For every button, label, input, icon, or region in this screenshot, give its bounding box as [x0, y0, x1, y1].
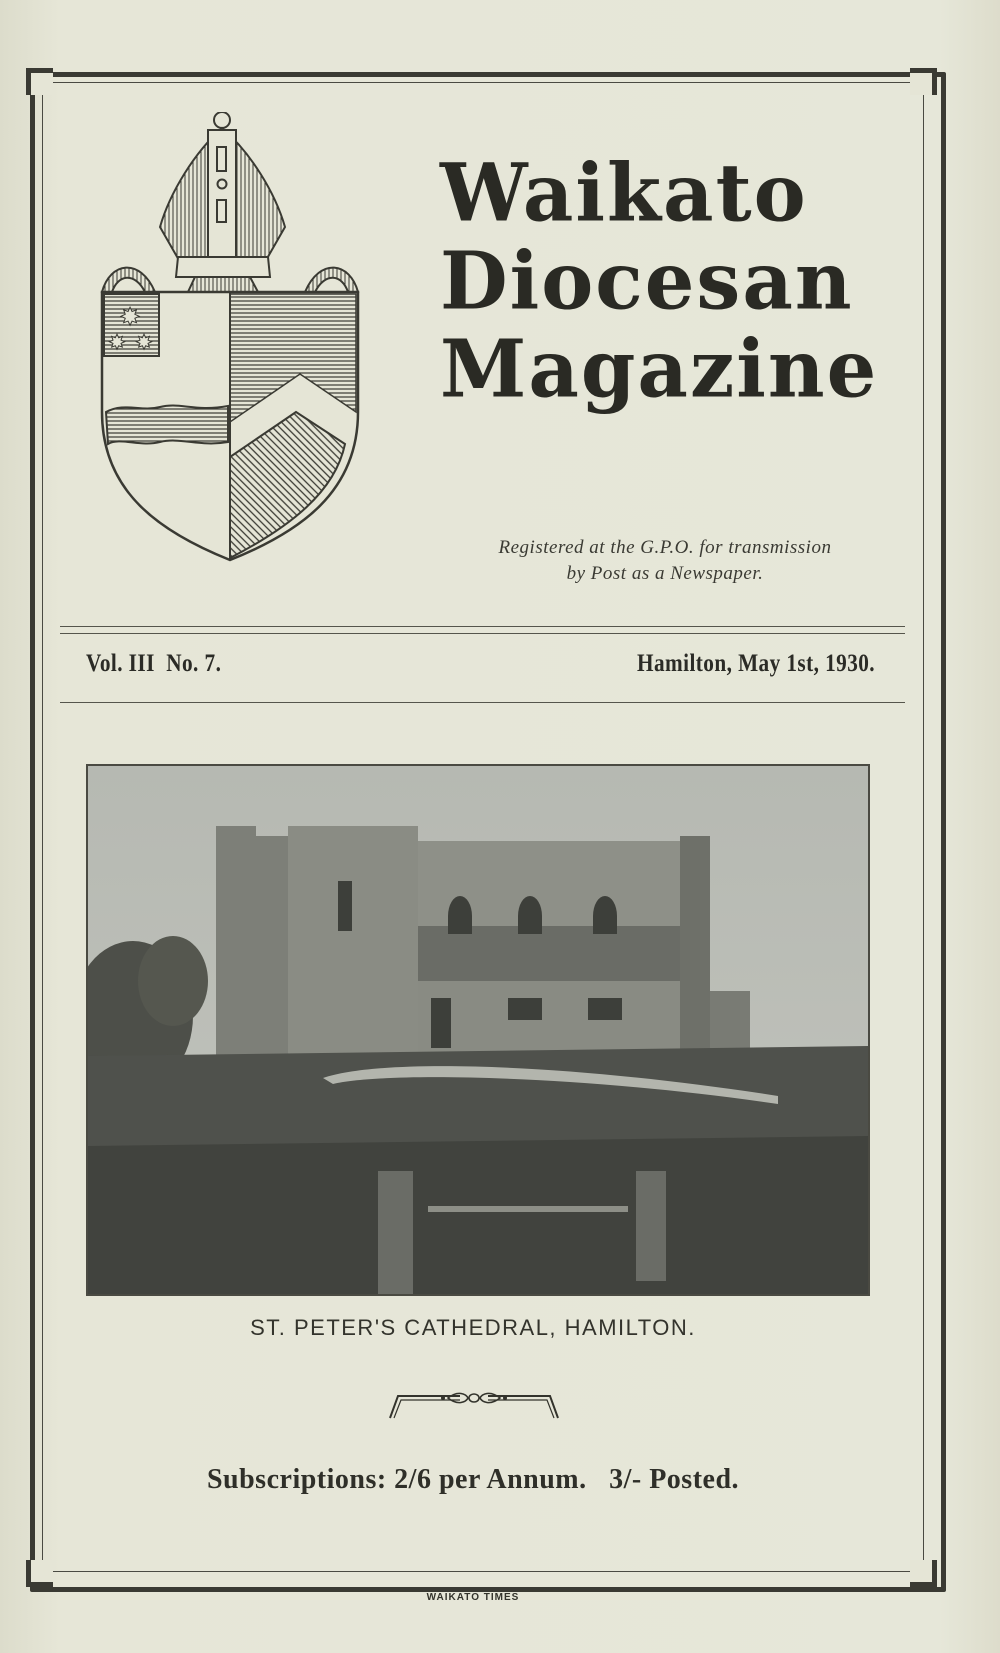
- title-line: Waikato: [440, 147, 808, 240]
- corner-ornament: [910, 68, 937, 95]
- corner-ornament: [26, 1560, 53, 1587]
- title-line: Diocesan: [440, 235, 854, 328]
- svg-text:✸: ✸: [135, 332, 153, 354]
- ornament-icon: [388, 1390, 560, 1420]
- title-line: Magazine: [440, 323, 879, 416]
- divider: [60, 633, 905, 634]
- registration-line: Registered at the G.P.O. for transmission: [498, 537, 832, 558]
- registration-notice: [445, 535, 885, 587]
- cathedral-photo: [86, 764, 870, 1296]
- magazine-title: [440, 147, 879, 416]
- subscription-info: Subscriptions: 2/6 per Annum. 3/- Posted.: [206, 1464, 740, 1495]
- divider: [60, 626, 905, 627]
- divider: [60, 702, 905, 703]
- issue-date: Hamilton, May 1st, 1930.: [636, 650, 875, 677]
- crest-icon: [100, 112, 360, 592]
- printer-imprint: WAIKATO TIMES: [426, 1592, 520, 1603]
- registration-line: by Post as a Newspaper.: [566, 563, 764, 584]
- photo-caption: ST. PETER'S CATHEDRAL, HAMILTON.: [250, 1315, 696, 1340]
- svg-text:✸: ✸: [119, 305, 141, 331]
- svg-text:✸: ✸: [108, 332, 126, 354]
- corner-ornament: [910, 1560, 937, 1587]
- corner-ornament: [26, 68, 53, 95]
- cathedral-image: [88, 766, 868, 1294]
- volume-number: Vol. III No. 7.: [86, 650, 222, 677]
